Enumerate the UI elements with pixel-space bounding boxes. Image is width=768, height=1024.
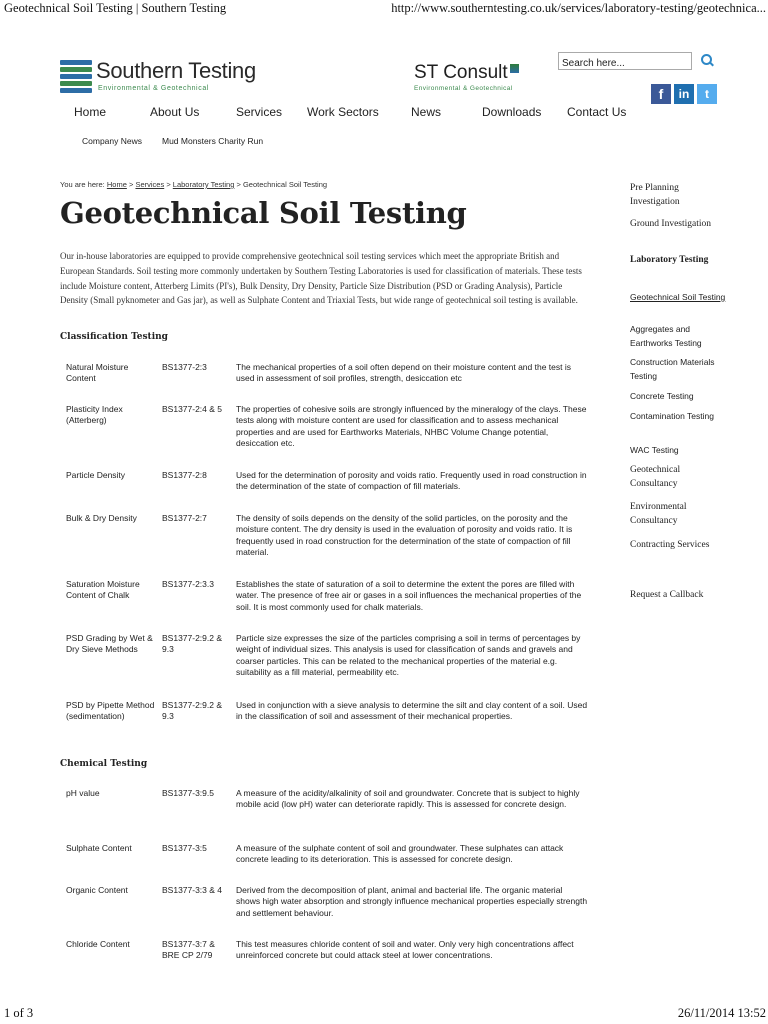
test-standard: BS1377-3:5 xyxy=(162,843,207,853)
classification-heading: Classification Testing xyxy=(60,332,168,342)
sidebar-item-contamination-testing[interactable]: Contamination Testing xyxy=(630,411,714,421)
test-standard: BS1377-3:9.5 xyxy=(162,788,214,798)
test-standard: BS1377-2:8 xyxy=(162,470,207,480)
nav-work-sectors[interactable]: Work Sectors xyxy=(307,105,379,119)
test-description: A measure of the acidity/alkalinity of soil and groundwater. Concrete that is subject to highly mobile acid (low pH) water can deteriorate rapidly. This is assessed for concrete design. xyxy=(236,788,580,810)
test-standard: BS1377-2:9.2 & 9.3 xyxy=(162,700,223,722)
nav-home[interactable]: Home xyxy=(74,105,107,119)
st-consult-tagline: Environmental & Geotechnical xyxy=(414,85,513,92)
test-name: Chloride Content xyxy=(66,939,130,949)
nav-about-us[interactable]: About Us xyxy=(150,105,200,119)
test-description: Derived from the decomposition of plant, animal and bacterial life. The organic material shows high water absorption and strongly influence mechanical properties especially strength and settlement behaviour. xyxy=(236,885,588,918)
test-description: Establishes the state of saturation of a soil to determine the extent the pores are filled with water. The presence of free air or gases in a soil influences the mechanical properties of the soil. It is most commonly used for chalk materials. xyxy=(236,579,582,612)
sidebar-item-pre-planning[interactable]: Pre Planning Investigation xyxy=(630,183,680,207)
sidebar-item-ground-investigation[interactable]: Ground Investigation xyxy=(630,219,712,229)
sidebar-item-contracting-services[interactable]: Contracting Services xyxy=(630,540,710,550)
search-input[interactable] xyxy=(559,56,693,72)
print-header xyxy=(0,0,768,18)
print-footer xyxy=(0,1004,768,1024)
test-description: Used for the determination of porosity and voids ratio. Frequently used in road construction in the determination of the state of compaction of fill materials. xyxy=(236,470,587,492)
nav-services[interactable]: Services xyxy=(236,105,283,119)
page-number: 1 of 3 xyxy=(4,1006,34,1020)
test-description: The properties of cohesive soils are strongly influenced by the mineralogy of the clays. These tests along with moisture content are used for classification and to assess mechanical properties and are used for Earthworks Materials, NHBC Volume Change potential, desiccation etc. xyxy=(236,404,587,449)
facebook-icon[interactable]: f xyxy=(651,84,671,104)
test-name: Organic Content xyxy=(66,885,128,895)
test-description: Particle size expresses the size of the particles comprising a soil in terms of percentages by weight of individual sizes. This analysis is used for classification of sands and gravels and coarser particles. This can be related to the mechanical properties of the material e.g. suitability as a fill material, permeability etc. xyxy=(236,633,581,678)
intro-paragraph: Our in-house laboratories are equipped to provide comprehensive geotechnical soil testing services which meet the appropriate British and European Standards. Soil testing more commonly undertaken by Southern Testing Laboratories is used for classification of materials. These tests include Moisture content, Atterberg Limits (PI's), Bulk Density, Dry Density, Particle Size Distribution (PSD or Grading Analysis), Particle Density (Small pyknometer and Gas jar), as well as Sulphate Content and Triaxial Tests, but wide range of geotechnical soil testing is available. xyxy=(60,251,582,306)
test-description: The mechanical properties of a soil often depend on their moisture content and the test is used in assessment of soil profiles, strength, desiccation etc xyxy=(236,362,572,384)
nav-contact-us[interactable]: Contact Us xyxy=(567,105,627,119)
test-name: Particle Density xyxy=(66,470,126,480)
test-name: Plasticity Index (Atterberg) xyxy=(66,404,123,426)
logo-name: Southern Testing xyxy=(96,58,256,83)
page-title: Geotechnical Soil Testing xyxy=(60,196,467,230)
breadcrumb-services[interactable]: Services xyxy=(135,180,165,189)
subnav-mud-monsters[interactable]: Mud Monsters Charity Run xyxy=(162,136,264,146)
chemical-heading: Chemical Testing xyxy=(60,759,148,769)
test-name: PSD Grading by Wet & Dry Sieve Methods xyxy=(66,633,153,655)
test-standard: BS1377-2:3 xyxy=(162,362,207,372)
sidebar-item-laboratory-testing[interactable]: Laboratory Testing xyxy=(630,255,709,265)
linkedin-icon[interactable]: in xyxy=(674,84,694,104)
subnav-company-news[interactable]: Company News xyxy=(82,136,142,146)
test-name: Saturation Moisture Content of Chalk xyxy=(66,579,140,601)
breadcrumb-home[interactable]: Home xyxy=(106,180,127,189)
test-standard: BS1377-3:3 & 4 xyxy=(162,885,223,895)
st-consult-name: ST Consult xyxy=(414,62,508,83)
breadcrumb: You are here: Home > Services > Laboratory Testing > Geotechnical Soil Testing xyxy=(60,180,328,189)
breadcrumb-laboratory-testing[interactable]: Laboratory Testing xyxy=(172,180,235,189)
search-button[interactable] xyxy=(700,53,716,69)
test-description: Used in conjunction with a sieve analysis to determine the silt and clay content of a soil. Used in the classification of soil and assessment of their mechanical properties. xyxy=(236,700,588,722)
sidebar-item-aggregates[interactable]: Aggregates and Earthworks Testing xyxy=(630,324,702,348)
print-header-url: http://www.southerntesting.co.uk/services/laboratory-testing/geotechnica... xyxy=(391,1,766,15)
test-name: Bulk & Dry Density xyxy=(66,513,137,523)
test-standard: BS1377-3:7 & BRE CP 2/79 xyxy=(162,939,215,961)
sidebar-item-geotechnical-soil-testing[interactable]: Geotechnical Soil Testing xyxy=(630,292,726,302)
nav-news[interactable]: News xyxy=(411,105,442,119)
request-callback-link[interactable]: Request a Callback xyxy=(630,590,704,600)
southern-testing-logo[interactable] xyxy=(60,58,256,102)
logo-tagline: Environmental & Geotechnical xyxy=(98,85,209,92)
test-description: The density of soils depends on the density of the solid particles, on the porosity and the moisture content. The dry density is used in the evaluation of porosity and voids ratio. It is frequently used in road construction for the determination of the state of compaction of fill material. xyxy=(236,513,573,558)
st-consult-logo[interactable] xyxy=(414,62,534,96)
st-consult-flag-icon xyxy=(510,64,519,73)
test-standard: BS1377-2:7 xyxy=(162,513,207,523)
search-box xyxy=(558,52,692,70)
nav-downloads[interactable]: Downloads xyxy=(482,105,542,119)
breadcrumb-current: Geotechnical Soil Testing xyxy=(242,180,328,189)
test-name: Sulphate Content xyxy=(66,843,132,853)
test-description: This test measures chloride content of soil and water. Only very high concentrations affect unreinforced concrete but could attack steel at lower concentrations. xyxy=(236,939,574,961)
sidebar-item-geotechnical-consultancy[interactable]: Geotechnical Consultancy xyxy=(630,465,681,489)
sidebar-item-concrete-testing[interactable]: Concrete Testing xyxy=(630,391,694,401)
print-header-title: Geotechnical Soil Testing | Southern Testing xyxy=(4,1,227,15)
sidebar-item-wac-testing[interactable]: WAC Testing xyxy=(630,445,679,455)
sidebar-item-construction-materials[interactable]: Construction Materials Testing xyxy=(630,357,715,381)
sidebar-item-environmental-consultancy[interactable]: Environmental Consultancy xyxy=(630,502,687,526)
waves-logo-icon xyxy=(60,60,92,96)
test-description: A measure of the sulphate content of soil and groundwater. These sulphates can attack concrete leading to its deterioration. This is assessed for concrete design. xyxy=(236,843,564,865)
test-standard: BS1377-2:9.2 & 9.3 xyxy=(162,633,223,655)
test-name: pH value xyxy=(66,788,100,798)
test-standard: BS1377-2:3.3 xyxy=(162,579,214,589)
test-name: Natural Moisture Content xyxy=(66,362,129,384)
test-name: PSD by Pipette Method (sedimentation) xyxy=(66,700,155,722)
test-standard: BS1377-2:4 & 5 xyxy=(162,404,223,414)
twitter-icon[interactable]: t xyxy=(697,84,717,104)
print-datetime: 26/11/2014 13:52 xyxy=(677,1006,766,1020)
